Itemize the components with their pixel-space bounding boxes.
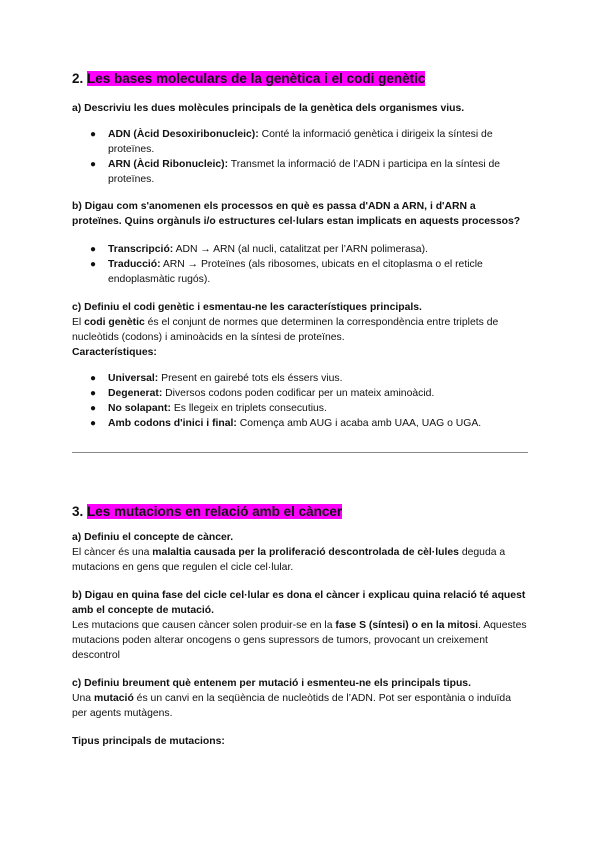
term: No solapant:	[108, 403, 171, 414]
term: ADN (Àcid Desoxiribonucleic):	[108, 129, 259, 140]
text: El càncer és una	[72, 547, 153, 558]
term: Amb codons d'inici i final:	[108, 418, 237, 429]
section-2-heading	[72, 70, 528, 88]
bullet-icon: ●	[90, 403, 97, 414]
section-number: 3.	[72, 504, 88, 519]
list-item	[72, 127, 528, 157]
bullet-icon: ●	[90, 388, 97, 399]
definition: Present en gairebé tots els éssers vius.	[158, 373, 343, 384]
text: Una	[72, 693, 94, 704]
bullet-icon: ●	[90, 129, 97, 140]
definition: Diversos codons poden codificar per un mateix aminoàcid.	[162, 388, 435, 399]
text: . Aquestes mutacions poden alterar oncogens o gens supressors de tumors, provocant un creixement descontrol	[72, 620, 527, 661]
features-list	[72, 371, 528, 431]
question-c: c) Definiu el codi genètic i esmentau-ne les característiques principals.	[72, 302, 422, 313]
list-item	[72, 401, 528, 416]
list-item	[72, 242, 528, 257]
definition: Es llegeix en triplets consecutius.	[170, 403, 327, 414]
definition: ARN → Proteïnes (als ribosomes, ubicats en el citoplasma o el reticle endoplasmàtic rugós).	[108, 259, 483, 285]
text: és un canvi en la seqüència de nucleòtids de l’ADN. Pot ser espontània o induïda per agents mutàgens.	[72, 693, 511, 719]
term: Traducció:	[108, 259, 161, 270]
question-b: b) Digau com s'anomenen els processos en què es passa d'ADN a ARN, i d'ARN a proteïnes. Quins orgànuls i/o estructures cel·lulars estan implicats en aquests processos?	[72, 201, 521, 227]
emphasis: mutació	[93, 693, 134, 704]
definition: ADN → ARN (al nucli, catalitzat per l’ARN polimerasa).	[173, 244, 428, 255]
question-c: c) Definiu breument què entenem per mutació i esmenteu-ne els principals tipus.	[72, 678, 471, 689]
bullet-icon: ●	[90, 244, 97, 255]
bullet-icon: ●	[90, 418, 97, 429]
answer-a	[72, 545, 528, 575]
types-label: Tipus principals de mutacions:	[72, 736, 225, 747]
emphasis: malaltia causada per la proliferació descontrolada de cèl·lules	[152, 547, 459, 558]
term: Transcripció:	[108, 244, 174, 255]
section-number: 2.	[72, 71, 88, 86]
emphasis: fase S (síntesi) o en la mitosi	[335, 620, 479, 631]
document-page	[72, 70, 528, 749]
bullet-icon: ●	[90, 159, 97, 170]
question-b: b) Digau en quina fase del cicle cel·lular es dona el càncer i explicau quina relació té aquest amb el concepte de mutació.	[72, 590, 526, 616]
processes-list	[72, 242, 528, 287]
text: El	[72, 317, 85, 328]
list-item	[72, 157, 528, 187]
section-title: Les bases moleculars de la genètica i el codi genètic	[87, 71, 426, 86]
code-definition	[72, 315, 528, 345]
question-a: a) Definiu el concepte de càncer.	[72, 532, 234, 543]
text: és el conjunt de normes que determinen la correspondència entre triplets de nucleòtids (codons) i aminoàcids en la síntesi de proteïnes.	[72, 317, 499, 343]
definition: Conté la informació genètica i dirigeix la síntesi de proteïnes.	[108, 129, 493, 155]
text: deguda a mutacions en gens que regulen el cicle cel·lular.	[72, 547, 506, 573]
definition: Transmet la informació de l’ADN i participa en la síntesi de proteïnes.	[108, 159, 501, 185]
section-title: Les mutacions en relació amb el càncer	[87, 504, 343, 519]
molecules-list	[72, 127, 528, 187]
term: ARN (Àcid Ribonucleic):	[108, 159, 229, 170]
answer-b	[72, 618, 528, 663]
list-item	[72, 386, 528, 401]
answer-c	[72, 691, 528, 721]
definition: Comença amb AUG i acaba amb UAA, UAG o UGA.	[236, 418, 482, 429]
bullet-icon: ●	[90, 259, 97, 270]
list-item	[72, 416, 528, 431]
bullet-icon: ●	[90, 373, 97, 384]
list-item	[72, 371, 528, 386]
term: Universal:	[108, 373, 159, 384]
list-item	[72, 257, 528, 287]
text: Les mutacions que causen càncer solen produir-se en la	[72, 620, 336, 631]
term: codi genètic	[84, 317, 145, 328]
features-label: Característiques:	[72, 347, 157, 358]
term: Degenerat:	[108, 388, 163, 399]
question-a: a) Descriviu les dues molècules principals de la genètica dels organismes vius.	[72, 103, 465, 114]
section-3-heading	[72, 503, 528, 521]
